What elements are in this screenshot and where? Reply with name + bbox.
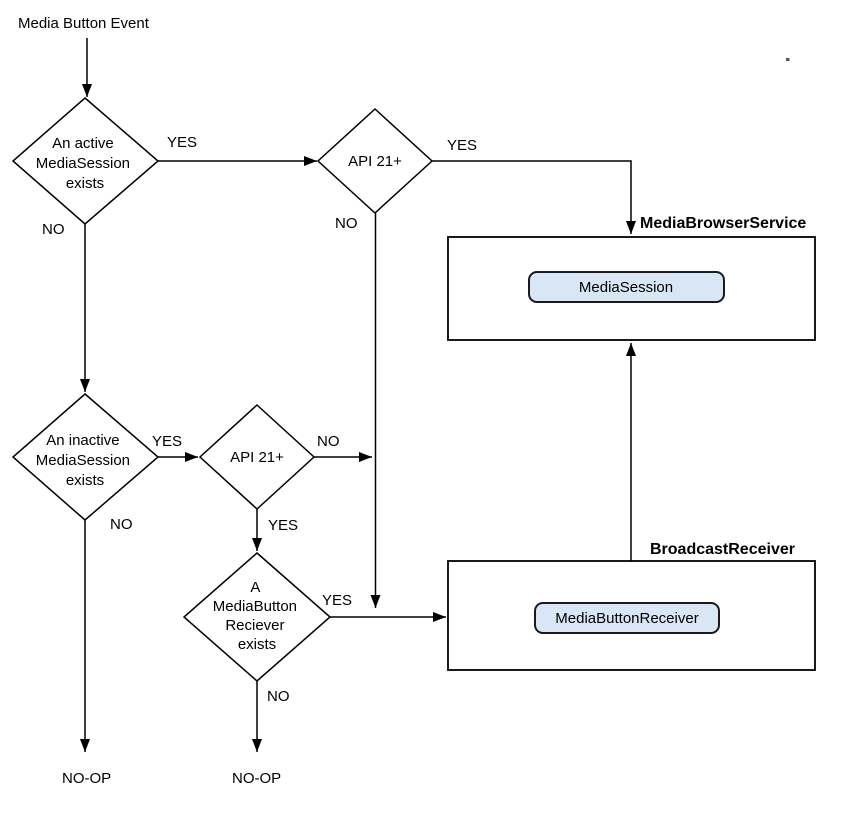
- mbr-line3: Reciever: [225, 617, 285, 634]
- mediabuttonreceiver-button-label: MediaButtonReceiver: [555, 610, 699, 627]
- broadcastreceiver-title: BroadcastReceiver: [650, 541, 795, 558]
- decision-api21-mid-label: API 21+: [230, 449, 284, 466]
- start-label: Media Button Event: [18, 15, 149, 32]
- label-api21-top-no: NO: [335, 215, 358, 232]
- active-line3: exists: [65, 175, 105, 192]
- mediabrowserservice-title: MediaBrowserService: [640, 215, 807, 232]
- inactive-line2: MediaSession: [35, 452, 131, 469]
- label-api21-top-yes: YES: [447, 137, 478, 154]
- mbr-line4: exists: [237, 636, 277, 653]
- inactive-line3: exists: [65, 472, 105, 489]
- label-inactive-yes: YES: [152, 433, 183, 450]
- label-api21-mid-yes: YES: [268, 517, 299, 534]
- edge-api21-yes-to-mediabrowserservice: [432, 161, 631, 234]
- label-inactive-no: NO: [110, 516, 133, 533]
- mbr-line2: MediaButton: [212, 598, 298, 615]
- noop-right-label: NO-OP: [232, 770, 282, 787]
- stray-artifact-dot: [786, 58, 790, 61]
- active-line2: MediaSession: [35, 155, 131, 172]
- label-active-yes: YES: [167, 134, 198, 151]
- noop-left-label: NO-OP: [62, 770, 112, 787]
- mediasession-button-label: MediaSession: [578, 279, 674, 296]
- decision-api21-top-label: API 21+: [348, 153, 402, 170]
- label-mbr-yes: YES: [322, 592, 353, 609]
- inactive-line1: An inactive: [46, 432, 120, 449]
- active-line1: An active: [52, 135, 114, 152]
- label-mbr-no: NO: [267, 688, 290, 705]
- mbr-line1: A: [250, 579, 260, 596]
- label-api21-mid-no: NO: [317, 433, 340, 450]
- label-active-no: NO: [42, 221, 65, 238]
